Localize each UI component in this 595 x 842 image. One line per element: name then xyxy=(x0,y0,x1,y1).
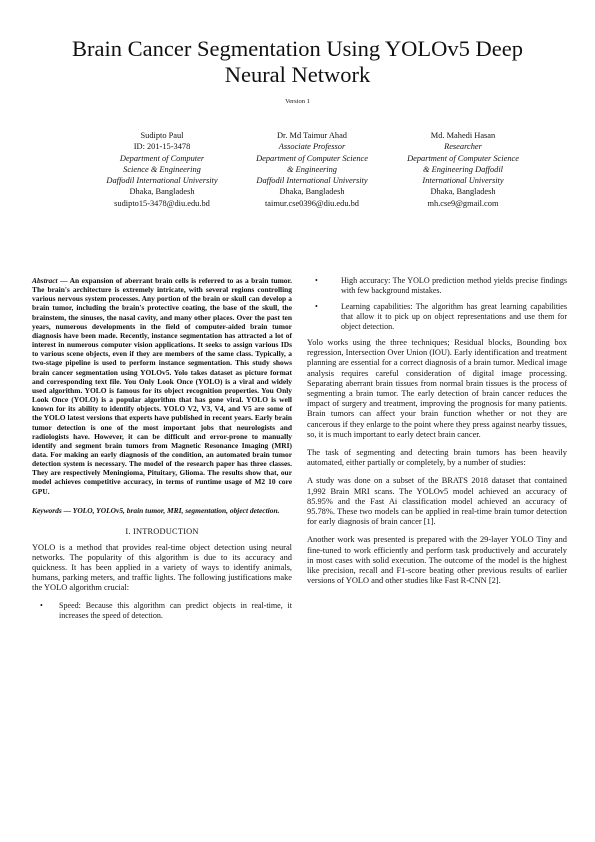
author-block xyxy=(227,130,397,209)
list-item-text: Learning capabilities: The algorithm has great learning capabilities that allow it to pick up on object representations and use them for object detection. xyxy=(341,302,567,331)
abstract-label: Abstract xyxy=(32,276,58,285)
author-email: mh.cse9@gmail.com xyxy=(427,198,499,208)
intro-paragraph: YOLO is a method that provides real-time object detection using neural networks. The popularity of this algorithm is due to its accuracy and quickness. It has been applied in a variety of ways to identify animals, humans, parking meters, and traffic lights. The following justifications make the YOLO algorithm crucial: xyxy=(32,542,292,593)
author-role: ID: 201-15-3478 xyxy=(133,142,191,152)
author-email: taimur.cse0396@diu.edu.bd xyxy=(264,198,359,208)
author-name: Dr. Md Taimur Ahad xyxy=(277,131,347,140)
intro-paragraph: Yolo works using the three techniques; Residual blocks, Bounding box regression, Intersection Over Union (IOU). Early identification and treatment planning are essential for a correct diagnosis of a brain tumor. Medical image analysis requires careful consideration of digital image processing. Separating aberrant brain tissues from normal brain tissues is the process of segmenting a brain tumor. The early detection of brain cancer reduces the impact of surgery and treatment, improving the prognosis for many patients. Brain tumors can affect your brain function whether or not they are cancerous if they enlarge to the point where they press against nearby tissues, so, it is much important to early detect brain cancer. xyxy=(307,338,567,439)
bullet-list xyxy=(32,601,292,621)
author-block xyxy=(378,130,548,209)
author-department: Department of Computer Science xyxy=(407,153,519,163)
paper-title: Brain Cancer Segmentation Using YOLOv5 Deep Neural Network xyxy=(72,36,523,87)
intro-paragraph: The task of segmenting and detecting brain tumors has been heavily automated, either partially or completely, by a number of studies: xyxy=(307,448,567,468)
bullet-icon: • xyxy=(40,600,43,610)
right-column xyxy=(307,276,567,594)
keywords: Keywords — YOLO, YOLOv5, brain tumor, MRI, segmentation, object detection. xyxy=(32,505,280,515)
author-block xyxy=(77,130,247,209)
intro-paragraph: A study was done on a subset of the BRATS 2018 dataset that contained 1,992 Brain MRI scans. The YOLOv5 model achieved an accuracy of 85.95% and the Fast Ai classification model achieved an accuracy of 95.78%. These two models can be applied in real-time brain tumor detection for early diagnosis of brain cancer [1]. xyxy=(307,476,567,527)
author-department: International University xyxy=(422,176,504,186)
author-role: Researcher xyxy=(444,142,482,152)
bullet-icon: • xyxy=(315,302,318,311)
left-column xyxy=(32,276,292,627)
list-item xyxy=(307,276,567,296)
author-location: Dhaka, Bangladesh xyxy=(129,187,195,197)
author-department: Science & Engineering xyxy=(123,164,201,174)
list-item-text: High accuracy: The YOLO prediction method yields precise findings with few background mistakes. xyxy=(341,276,567,295)
author-department: Department of Computer Science xyxy=(256,153,368,163)
intro-paragraph: Another work was presented is prepared with the 29-layer YOLO Tiny and fine-tuned to work efficiently and perform task productively and accurately in most cases with solid execution. The outcome of the model is the highest like precision, recall and F1-score beating other previous results of earlier versions of YOLO and other studies like Fast R-CNN [2]. xyxy=(307,535,567,586)
author-name: Sudipto Paul xyxy=(140,131,184,140)
bullet-list xyxy=(307,276,567,332)
author-department: Daffodil International University xyxy=(106,176,218,186)
author-role: Associate Professor xyxy=(278,142,346,152)
list-item-text: Speed: Because this algorithm can predict objects in real-time, it increases the speed of detection. xyxy=(59,600,292,620)
author-location: Dhaka, Bangladesh xyxy=(279,187,345,197)
author-location: Dhaka, Bangladesh xyxy=(430,187,496,197)
bullet-icon: • xyxy=(315,276,318,285)
abstract xyxy=(32,276,292,496)
abstract-text: — An expansion of aberrant brain cells is referred to as a brain tumor. The brain's architecture is extremely intricate, with several regions controlling various nervous system processes. Any portion of the brain or skull can develop a brain tumor, including the brain's protective coating, the base of the skull, the brainstem, the sinuses, the nasal cavity, and many other places. Over the past ten years, numerous developments in the field of computer-aided brain tumor diagnosis have been made. Recently, instance segmentation has attracted a lot of interest in numerous computer vision applications. It seeks to assign various IDs to various scene objects, even if they are members of the same class. Typically, a two-stage pipeline is used to perform instance segmentation. This study shows brain cancer segmentation using YOLOv5. Yolo takes dataset as picture format and corresponding text file. You Only Look Once (YOLO) is a viral and widely used algorithm. YOLO is famous for its object recognition properties. You Only Look Once (YOLO) is a popular algorithm that has gone viral. YOLO is well known for its ability to identify objects. YOLO V2, V3, V4, and V5 are some of the YOLO latest versions that experts have published in recent years. Early brain tumor detection is one of the most important jobs that neurologists and radiologists have. However, it can be difficult and error-prone to manually identify and segment brain tumors from Magnetic Resonance Imaging (MRI) data. For making an early diagnosis of the condition, an automated brain tumor detection system is necessary. The model of the research paper has three classes. They are respectively Meningioma, Pituitary, Glioma. The results show that, our model achieves competitive accuracy, in terms of runtime usage of M2 10 core GPU. xyxy=(32,276,292,496)
author-department: & Engineering xyxy=(286,164,337,174)
author-department: & Engineering Daffodil xyxy=(422,164,504,174)
list-item xyxy=(32,601,292,621)
author-name: Md. Mahedi Hasan xyxy=(430,131,496,140)
version-label: Version 1 xyxy=(285,98,310,105)
author-department: Daffodil International University xyxy=(256,176,368,186)
list-item xyxy=(307,302,567,332)
section-heading: I. INTRODUCTION xyxy=(125,526,199,536)
author-department: Department of Computer xyxy=(119,153,205,163)
author-email: sudipto15-3478@diu.edu.bd xyxy=(114,198,210,208)
